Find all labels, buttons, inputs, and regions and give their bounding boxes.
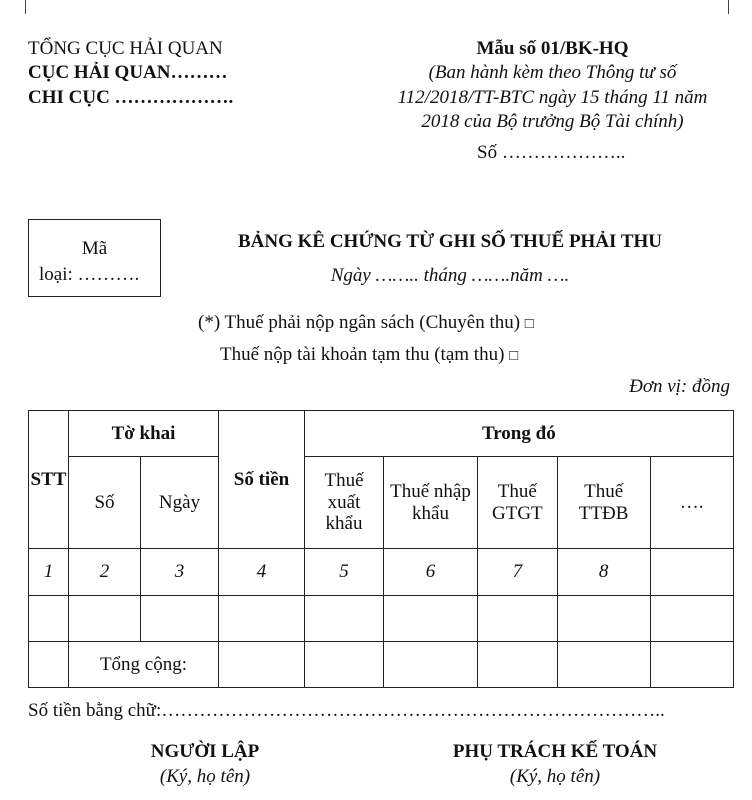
option-budget-label: (*) Thuế phải nộp ngân sách (Chuyên thu): [198, 312, 521, 333]
col-more: ….: [650, 457, 733, 549]
code-type-label: Mã: [81, 238, 108, 259]
col-to-khai: Tờ khai: [69, 411, 219, 457]
data-cell[interactable]: [141, 596, 219, 642]
option-temp-row: [220, 344, 518, 366]
code-type-value: loại: ……….: [39, 264, 140, 285]
col-thue-nk: Thuế nhập khẩu: [384, 457, 478, 549]
agency-dept: CỤC HẢI QUAN………: [28, 62, 228, 83]
col-stt: STT: [29, 411, 69, 549]
table-index-row: [29, 549, 734, 596]
data-cell[interactable]: [69, 596, 141, 642]
chief-accountant-title: PHỤ TRÁCH KẾ TOÁN: [452, 741, 658, 762]
index-cell: [650, 549, 733, 596]
col-trong-do: Trong đó: [305, 411, 734, 457]
data-cell[interactable]: [219, 596, 305, 642]
total-cell[interactable]: [557, 642, 650, 688]
issued-note-line2: 112/2018/TT-BTC ngày 15 tháng 11 năm: [397, 87, 708, 108]
margin-mark-left: [25, 0, 26, 14]
preparer-sign-note: (Ký, họ tên): [159, 766, 251, 787]
option-budget-checkbox[interactable]: □: [524, 316, 534, 332]
table-total-row: [29, 642, 734, 688]
issued-note-line3: 2018 của Bộ trưởng Bộ Tài chính): [421, 111, 684, 132]
index-cell: 8: [557, 549, 650, 596]
amount-in-words: Số tiền bằng chữ:……………………………………………………………………..: [28, 700, 665, 721]
data-cell[interactable]: [478, 596, 558, 642]
col-so-tien: Số tiền: [219, 411, 305, 549]
col-ngay: Ngày: [141, 457, 219, 549]
index-cell: 4: [219, 549, 305, 596]
data-cell[interactable]: [557, 596, 650, 642]
index-cell: 5: [305, 549, 384, 596]
document-title: BẢNG KÊ CHỨNG TỪ GHI SỐ THUẾ PHẢI THU: [237, 231, 663, 252]
total-cell[interactable]: [219, 642, 305, 688]
option-temp-checkbox[interactable]: □: [509, 348, 519, 364]
index-cell: 2: [69, 549, 141, 596]
table-row: [29, 596, 734, 642]
data-cell[interactable]: [384, 596, 478, 642]
col-thue-ttdb: Thuế TTĐB: [557, 457, 650, 549]
total-stt-cell: [29, 642, 69, 688]
tax-table: [28, 410, 734, 688]
code-type-box: [28, 219, 161, 297]
total-cell[interactable]: [650, 642, 733, 688]
issued-note-line1: (Ban hành kèm theo Thông tư số: [428, 62, 677, 83]
form-number: Mẫu số 01/BK-HQ: [476, 38, 629, 59]
agency-general-dept: TỔNG CỤC HẢI QUAN: [28, 38, 223, 59]
option-temp-label: Thuế nộp tài khoản tạm thu (tạm thu): [220, 344, 505, 365]
date-line: Ngày …….. tháng …….năm ….: [330, 265, 570, 286]
data-cell[interactable]: [650, 596, 733, 642]
total-cell[interactable]: [478, 642, 558, 688]
total-cell[interactable]: [384, 642, 478, 688]
option-budget-row: [198, 312, 534, 334]
index-cell: 7: [478, 549, 558, 596]
total-label: Tổng cộng:: [69, 642, 219, 688]
table-subheader-row: [29, 457, 734, 549]
index-cell: 1: [29, 549, 69, 596]
total-cell[interactable]: [305, 642, 384, 688]
document-number: Số ………………..: [477, 142, 626, 163]
preparer-title: NGƯỜI LẬP: [150, 741, 260, 762]
agency-sub-dept: CHI CỤC ……………….: [28, 87, 234, 108]
currency-unit: Đơn vị: đồng: [629, 376, 730, 397]
table-header-row: [29, 411, 734, 457]
data-cell[interactable]: [29, 596, 69, 642]
col-thue-gtgt: Thuế GTGT: [478, 457, 558, 549]
chief-accountant-sign-note: (Ký, họ tên): [509, 766, 601, 787]
data-cell[interactable]: [305, 596, 384, 642]
margin-mark-right: [728, 0, 729, 14]
col-thue-xk: Thuế xuất khẩu: [305, 457, 384, 549]
index-cell: 3: [141, 549, 219, 596]
index-cell: 6: [384, 549, 478, 596]
col-so: Số: [69, 457, 141, 549]
